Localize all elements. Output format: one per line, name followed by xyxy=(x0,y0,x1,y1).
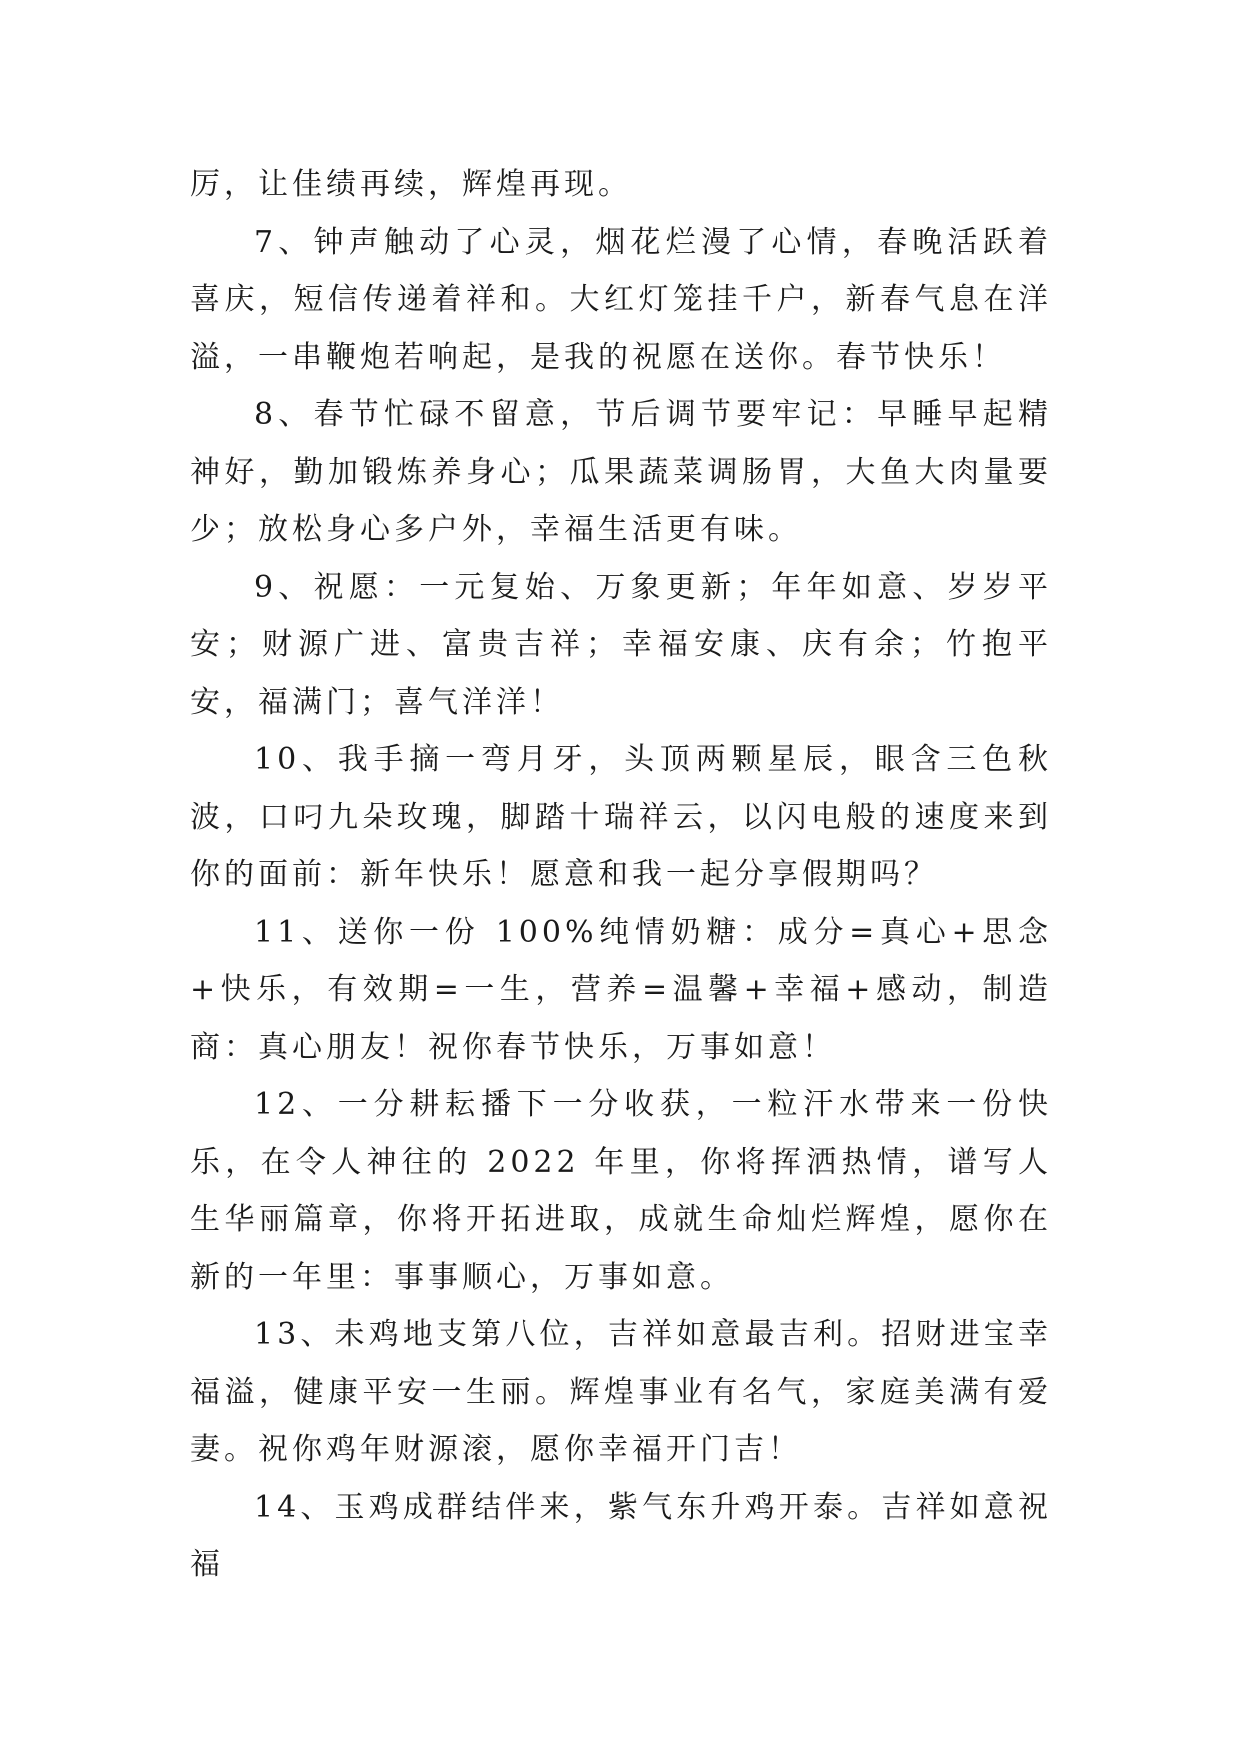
paragraph-item-11: 11、送你一份 100%纯情奶糖：成分=真心+思念+快乐，有效期=一生，营养=温馨+幸福+感动，制造商：真心朋友！祝你春节快乐，万事如意！ xyxy=(190,914,1052,1065)
paragraph-continuation: 厉，让佳绩再续，辉煌再现。 xyxy=(190,167,632,202)
paragraph-item-13: 13、未鸡地支第八位，吉祥如意最吉利。招财进宝幸福溢，健康平安一生丽。辉煌事业有名气，家庭美满有爱妻。祝你鸡年财源滚，愿你幸福开门吉！ xyxy=(190,1317,1052,1467)
paragraph-item-10: 10、我手摘一弯月牙，头顶两颗星辰，眼含三色秋波，口叼九朵玫瑰，脚踏十瑞祥云，以闪电般的速度来到你的面前：新年快乐！愿意和我一起分享假期吗？ xyxy=(190,742,1052,892)
paragraph-item-7: 7、钟声触动了心灵，烟花烂漫了心情，春晚活跃着喜庆，短信传递着祥和。大红灯笼挂千户，新春气息在洋溢，一串鞭炮若响起，是我的祝愿在送你。春节快乐！ xyxy=(190,224,1052,375)
document-body xyxy=(190,156,1052,1594)
paragraph-item-9: 9、祝愿：一元复始、万象更新；年年如意、岁岁平安；财源广进、富贵吉祥；幸福安康、庆有余；竹抱平安，福满门；喜气洋洋！ xyxy=(190,569,1052,720)
paragraph-item-14: 14、玉鸡成群结伴来，紫气东升鸡开泰。吉祥如意祝福 xyxy=(190,1489,1052,1582)
paragraph-item-12: 12、一分耕耘播下一分收获，一粒汗水带来一份快乐，在令人神往的 2022 年里，你将挥洒热情，谱写人生华丽篇章，你将开拓进取，成就生命灿烂辉煌，愿你在新的一年里：事事顺心，万事如意。 xyxy=(190,1087,1052,1295)
paragraph-item-8: 8、春节忙碌不留意，节后调节要牢记：早睡早起精神好，勤加锻炼养身心；瓜果蔬菜调肠胃，大鱼大肉量要少；放松身心多户外，幸福生活更有味。 xyxy=(190,397,1052,547)
